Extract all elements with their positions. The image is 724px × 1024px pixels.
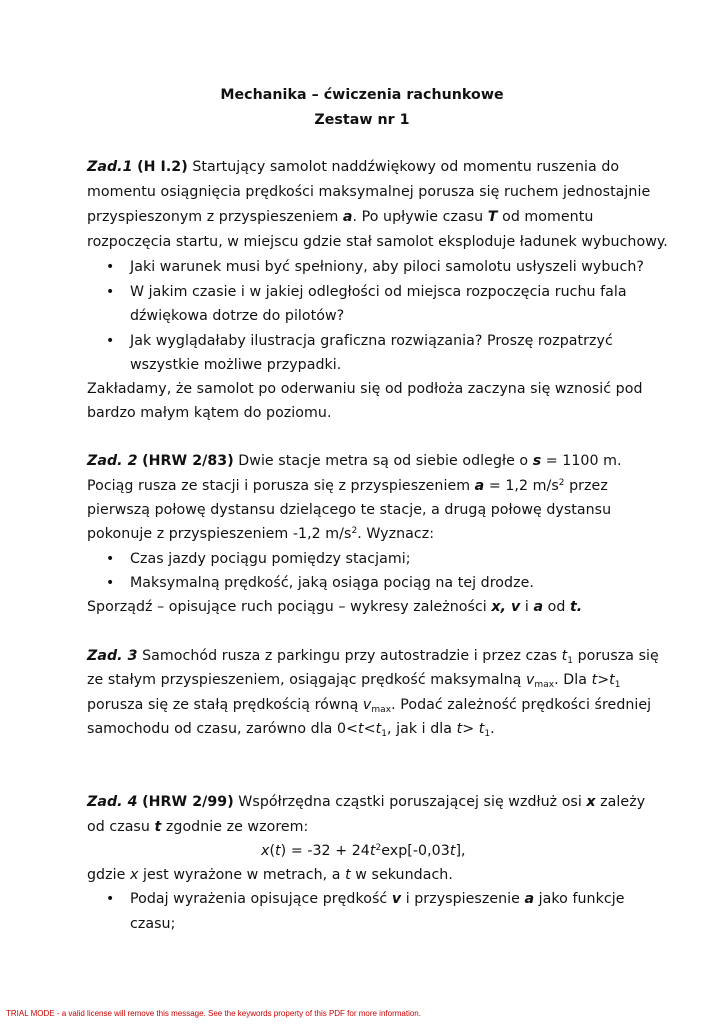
z3-text: < (363, 721, 376, 737)
z4-label: Zad. 4 (87, 794, 138, 810)
z2-line-1 (87, 451, 622, 471)
z1-text: od momentu (497, 209, 594, 225)
document-title: Mechanika – ćwiczenia rachunkowe (220, 87, 504, 103)
z4-sup: 2 (375, 843, 382, 853)
z3-t: t (609, 672, 615, 688)
z4-line-3 (87, 865, 453, 885)
z4-text: exp[-0,03 (381, 843, 450, 859)
z4-bullet-1a (130, 889, 625, 909)
z3-text: ze stałym przyspieszeniem, osiągając prędkość maksymalną (87, 672, 526, 688)
z4-text: jako funkcje (534, 891, 625, 907)
z1-line-1 (87, 157, 619, 177)
z2-a: a (474, 478, 485, 494)
z4-text: t (275, 843, 281, 859)
z4-text: x (261, 843, 270, 859)
z2-label: Zad. 2 (87, 453, 138, 469)
z4-text: t (369, 843, 376, 859)
z1-bullet-2b: dźwiękowa dotrze do pilotów? (130, 308, 345, 324)
z3-text: . Podać zależność prędkości średniej (391, 697, 652, 713)
z3-t: t (456, 721, 463, 737)
z4-text: jest wyrażone w metrach, a (138, 867, 346, 883)
z3-text: porusza się (573, 648, 659, 664)
z3-sub: 1 (484, 729, 491, 739)
z2-xv: x, v (491, 599, 521, 615)
z2-line-4 (87, 524, 434, 544)
z2-text: i (520, 599, 534, 615)
z3-text: porusza się ze stałą prędkością równą (87, 697, 363, 713)
bullet-icon: • (106, 259, 115, 275)
z2-a: a (533, 599, 544, 615)
z4-text: i przyspieszenie (401, 891, 525, 907)
z4-text: w sekundach. (350, 867, 453, 883)
trial-watermark: TRIAL MODE - a valid license will remove this message. See the keywords property of this PDF for more information. (6, 1009, 421, 1018)
document-subtitle: Zestaw nr 1 (314, 112, 410, 128)
z3-line-4 (87, 719, 495, 739)
z4-formula (261, 841, 466, 861)
z3-text: > (597, 672, 610, 688)
z4-text: od czasu (87, 819, 155, 835)
z3-t: t (375, 721, 382, 737)
z4-line-1 (87, 792, 645, 812)
z4-text: gdzie (87, 867, 130, 883)
z2-bullet-1: Czas jazdy pociągu pomiędzy stacjami; (130, 551, 411, 567)
z2-line-5 (87, 597, 582, 617)
z1-text: . Po upływie czasu (352, 209, 488, 225)
z2-text: pokonuje z przyspieszeniem -1,2 m/s (87, 526, 352, 542)
z3-t: t (358, 721, 364, 737)
z3-v: v (525, 672, 535, 688)
z3-sub: max (371, 705, 392, 715)
z4-x: x (586, 794, 596, 810)
z2-text: od (543, 599, 570, 615)
z2-bullet-2: Maksymalną prędkość, jaką osiąga pociąg na tej drodze. (130, 575, 534, 591)
z3-sub: 1 (614, 680, 621, 690)
z2-text: przez (564, 478, 608, 494)
z4-text: ( (269, 843, 276, 859)
z4-text: t (345, 867, 351, 883)
z1-bullet-2a: W jakim czasie i w jakiej odległości od miejsca rozpoczęcia ruchu fala (130, 284, 627, 300)
z2-text: Pociąg rusza ze stacji i porusza się z przyspieszeniem (87, 478, 475, 494)
z1-bullet-1: Jaki warunek musi być spełniony, aby piloci samolotu usłyszeli wybuch? (130, 259, 644, 275)
z2-text: Sporządź – opisujące ruch pociągu – wykresy zależności (87, 599, 492, 615)
z4-text: Współrzędna cząstki poruszającej się wzdłuż osi (233, 794, 587, 810)
z2-text: Dwie stacje metra są od siebie odległe o (233, 453, 533, 469)
z2-text: . Wyznacz: (357, 526, 435, 542)
z3-line-2 (87, 670, 621, 690)
z3-t: t (561, 648, 568, 664)
z2-sup: 2 (351, 526, 358, 536)
bullet-icon: • (106, 333, 115, 349)
bullet-icon: • (106, 551, 115, 567)
z4-ref: (HRW 2/99) (142, 794, 234, 810)
z1-line-2: momentu osiągnięcia prędkości maksymalnej porusza się ruchem jednostajnie (87, 184, 651, 200)
z1-label: Zad.1 (87, 159, 133, 175)
z1-ref: (H I.2) (137, 159, 188, 175)
bullet-icon: • (106, 575, 115, 591)
z3-text: . Dla (554, 672, 592, 688)
z4-text: Podaj wyrażenia opisujące prędkość (130, 891, 392, 907)
z1-line-3 (87, 207, 593, 227)
z4-a: a (524, 891, 535, 907)
z2-text: = 1,2 m/s (484, 478, 559, 494)
z3-text: . (490, 721, 495, 737)
z3-line-1 (87, 646, 659, 666)
z1-note-1: Zakładamy, że samolot po oderwaniu się od podłoża zaczyna się wznosić pod (87, 381, 643, 397)
z3-sub: max (534, 680, 555, 690)
z3-label: Zad. 3 (87, 648, 138, 664)
z4-v: v (391, 891, 402, 907)
z3-t: t (478, 721, 485, 737)
z2-line-2 (87, 476, 608, 496)
z2-text: = 1100 m. (541, 453, 622, 469)
z3-text: , jak i dla (386, 721, 457, 737)
z1-bullet-3b: wszystkie możliwe przypadki. (130, 357, 342, 373)
z3-text: Samochód rusza z parkingu przy autostradzie i przez czas (137, 648, 562, 664)
z2-ref: (HRW 2/83) (142, 453, 234, 469)
bullet-icon: • (106, 891, 115, 907)
z1-note-2: bardzo małym kątem do poziomu. (87, 405, 332, 421)
z4-text: ], (455, 843, 466, 859)
z1-a: a (342, 209, 353, 225)
z3-v: v (362, 697, 372, 713)
z1-text: Startujący samolot naddźwiękowy od momentu ruszenia do (192, 159, 620, 175)
z4-text: x (129, 867, 139, 883)
z2-line-3: pierwszą połowę dystansu dzielącego te stacje, a drugą połowę dystansu (87, 502, 612, 518)
z1-T: T (487, 209, 498, 225)
z4-text: ) = -32 + 24 (280, 843, 370, 859)
z2-t: t. (569, 599, 583, 615)
z1-bullet-3a: Jak wyglądałaby ilustracja graficzna rozwiązania? Proszę rozpatrzyć (130, 333, 613, 349)
z3-text: samochodu od czasu, zarówno dla 0< (87, 721, 358, 737)
z4-text: zgodnie ze wzorem: (161, 819, 309, 835)
z1-line-4: rozpoczęcia startu, w miejscu gdzie stał samolot eksploduje ładunek wybuchowy. (87, 234, 668, 250)
z4-text: zależy (595, 794, 646, 810)
z3-text: > (462, 721, 479, 737)
z3-t: t (591, 672, 598, 688)
z3-line-3 (87, 695, 651, 715)
z2-sup: 2 (558, 478, 565, 488)
z2-s: s (532, 453, 542, 469)
z4-text: t (449, 843, 456, 859)
z1-text: przyspieszonym z przyspieszeniem (87, 209, 343, 225)
z4-line-2 (87, 817, 308, 837)
z3-sub: 1 (381, 729, 387, 739)
z3-sub: 1 (567, 656, 574, 666)
bullet-icon: • (106, 284, 115, 300)
z4-t: t (154, 819, 162, 835)
z4-bullet-1b: czasu; (130, 916, 176, 932)
